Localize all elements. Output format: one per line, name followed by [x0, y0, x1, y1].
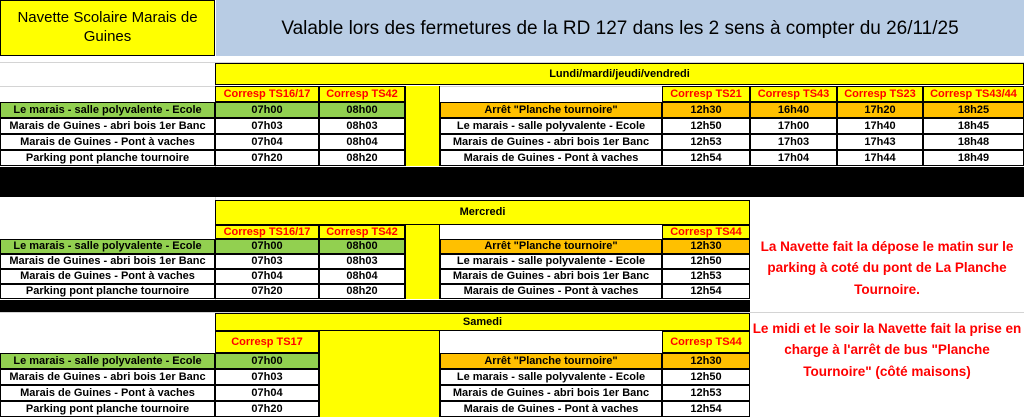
time-cell: 12h54 — [662, 284, 750, 299]
section-label-weekdays: Lundi/mardi/jeudi/vendredi — [215, 63, 1024, 85]
time-cell: 07h03 — [215, 369, 319, 385]
stop-name: Le marais - salle polyvalente - Ecole — [440, 254, 662, 269]
col-header: Corresp TS23 — [837, 86, 923, 102]
col-header: Corresp TS43/44 — [923, 86, 1024, 102]
yellow-separator — [405, 86, 440, 166]
time-cell: 18h25 — [923, 102, 1024, 118]
time-cell: 17h43 — [837, 134, 923, 150]
stop-name: Parking pont planche tournoire — [0, 401, 215, 417]
stop-name: Arrêt "Planche tournoire" — [440, 239, 662, 254]
separator-band — [0, 167, 1024, 197]
section-label-saturday: Samedi — [215, 313, 750, 331]
col-header: Corresp TS17 — [215, 331, 319, 353]
stop-name: Marais de Guines - abri bois 1er Banc — [0, 118, 215, 134]
time-cell: 17h44 — [837, 150, 923, 166]
time-cell: 08h04 — [319, 269, 405, 284]
time-cell: 18h45 — [923, 118, 1024, 134]
stop-name: Marais de Guines - Pont à vaches — [0, 134, 215, 150]
time-cell: 08h04 — [319, 134, 405, 150]
time-cell: 17h04 — [750, 150, 837, 166]
time-cell: 16h40 — [750, 102, 837, 118]
stop-name: Arrêt "Planche tournoire" — [440, 353, 662, 369]
col-header: Corresp TS16/17 — [215, 86, 319, 102]
time-cell: 12h50 — [662, 369, 750, 385]
separator-band — [0, 300, 750, 312]
time-cell: 12h30 — [662, 353, 750, 369]
time-cell: 12h50 — [662, 118, 750, 134]
time-cell: 08h20 — [319, 150, 405, 166]
time-cell: 17h00 — [750, 118, 837, 134]
col-header: Corresp TS42 — [319, 225, 405, 239]
time-cell: 07h03 — [215, 118, 319, 134]
time-cell: 12h53 — [662, 385, 750, 401]
time-cell: 07h00 — [215, 239, 319, 254]
col-header: Corresp TS44 — [662, 331, 750, 353]
col-header: Corresp TS42 — [319, 86, 405, 102]
stop-name: Marais de Guines - Pont à vaches — [0, 385, 215, 401]
time-cell: 12h53 — [662, 134, 750, 150]
stop-name: Parking pont planche tournoire — [0, 284, 215, 299]
section-label-wednesday: Mercredi — [215, 200, 750, 225]
time-cell: 17h20 — [837, 102, 923, 118]
stop-name: Marais de Guines - abri bois 1er Banc — [440, 385, 662, 401]
stop-name: Le marais - salle polyvalente - Ecole — [0, 102, 215, 118]
time-cell: 12h54 — [662, 150, 750, 166]
time-cell: 18h48 — [923, 134, 1024, 150]
note-pickup: Le midi et le soir la Navette fait la prise en charge à l'arrêt de bus "Planche Tournoire" (côté maisons) — [752, 320, 1022, 379]
time-cell: 07h03 — [215, 254, 319, 269]
time-cell: 12h53 — [662, 269, 750, 284]
time-cell: 12h54 — [662, 401, 750, 417]
time-cell: 07h04 — [215, 134, 319, 150]
title-cell: Navette Scolaire Marais de Guines — [0, 0, 215, 56]
stop-name: Marais de Guines - abri bois 1er Banc — [440, 134, 662, 150]
time-cell: 08h20 — [319, 284, 405, 299]
stop-name: Marais de Guines - Pont à vaches — [0, 269, 215, 284]
time-cell: 08h00 — [319, 102, 405, 118]
time-cell: 12h30 — [662, 239, 750, 254]
stop-name: Marais de Guines - abri bois 1er Banc — [440, 269, 662, 284]
time-cell: 07h00 — [215, 102, 319, 118]
time-cell: 07h20 — [215, 150, 319, 166]
time-cell: 12h50 — [662, 254, 750, 269]
stop-name: Parking pont planche tournoire — [0, 150, 215, 166]
time-cell: 07h00 — [215, 353, 319, 369]
time-cell: 12h30 — [662, 102, 750, 118]
stop-name: Le marais - salle polyvalente - Ecole — [440, 369, 662, 385]
time-cell: 07h04 — [215, 269, 319, 284]
col-header: Corresp TS44 — [662, 225, 750, 239]
yellow-separator — [405, 225, 440, 299]
time-cell: 17h03 — [750, 134, 837, 150]
stop-name: Le marais - salle polyvalente - Ecole — [0, 239, 215, 254]
stop-name: Marais de Guines - Pont à vaches — [440, 150, 662, 166]
col-header: Corresp TS16/17 — [215, 225, 319, 239]
stop-name: Marais de Guines - abri bois 1er Banc — [0, 369, 215, 385]
subtitle-cell: Valable lors des fermetures de la RD 127 dans les 2 sens à compter du 26/11/25 — [216, 0, 1024, 56]
time-cell: 17h40 — [837, 118, 923, 134]
stop-name: Arrêt "Planche tournoire" — [440, 102, 662, 118]
time-cell: 18h49 — [923, 150, 1024, 166]
stop-name: Marais de Guines - Pont à vaches — [440, 284, 662, 299]
stop-name: Le marais - salle polyvalente - Ecole — [440, 118, 662, 134]
col-header: Corresp TS21 — [662, 86, 750, 102]
time-cell: 08h03 — [319, 254, 405, 269]
stop-name: Le marais - salle polyvalente - Ecole — [0, 353, 215, 369]
yellow-separator — [319, 331, 440, 417]
time-cell: 08h00 — [319, 239, 405, 254]
stop-name: Marais de Guines - abri bois 1er Banc — [0, 254, 215, 269]
time-cell: 07h20 — [215, 401, 319, 417]
stop-name: Marais de Guines - Pont à vaches — [440, 401, 662, 417]
col-header: Corresp TS43 — [750, 86, 837, 102]
note-dropoff: La Navette fait la dépose le matin sur le parking à coté du pont de La Planche Tournoire. — [760, 238, 1014, 297]
time-cell: 07h04 — [215, 385, 319, 401]
time-cell: 07h20 — [215, 284, 319, 299]
time-cell: 08h03 — [319, 118, 405, 134]
